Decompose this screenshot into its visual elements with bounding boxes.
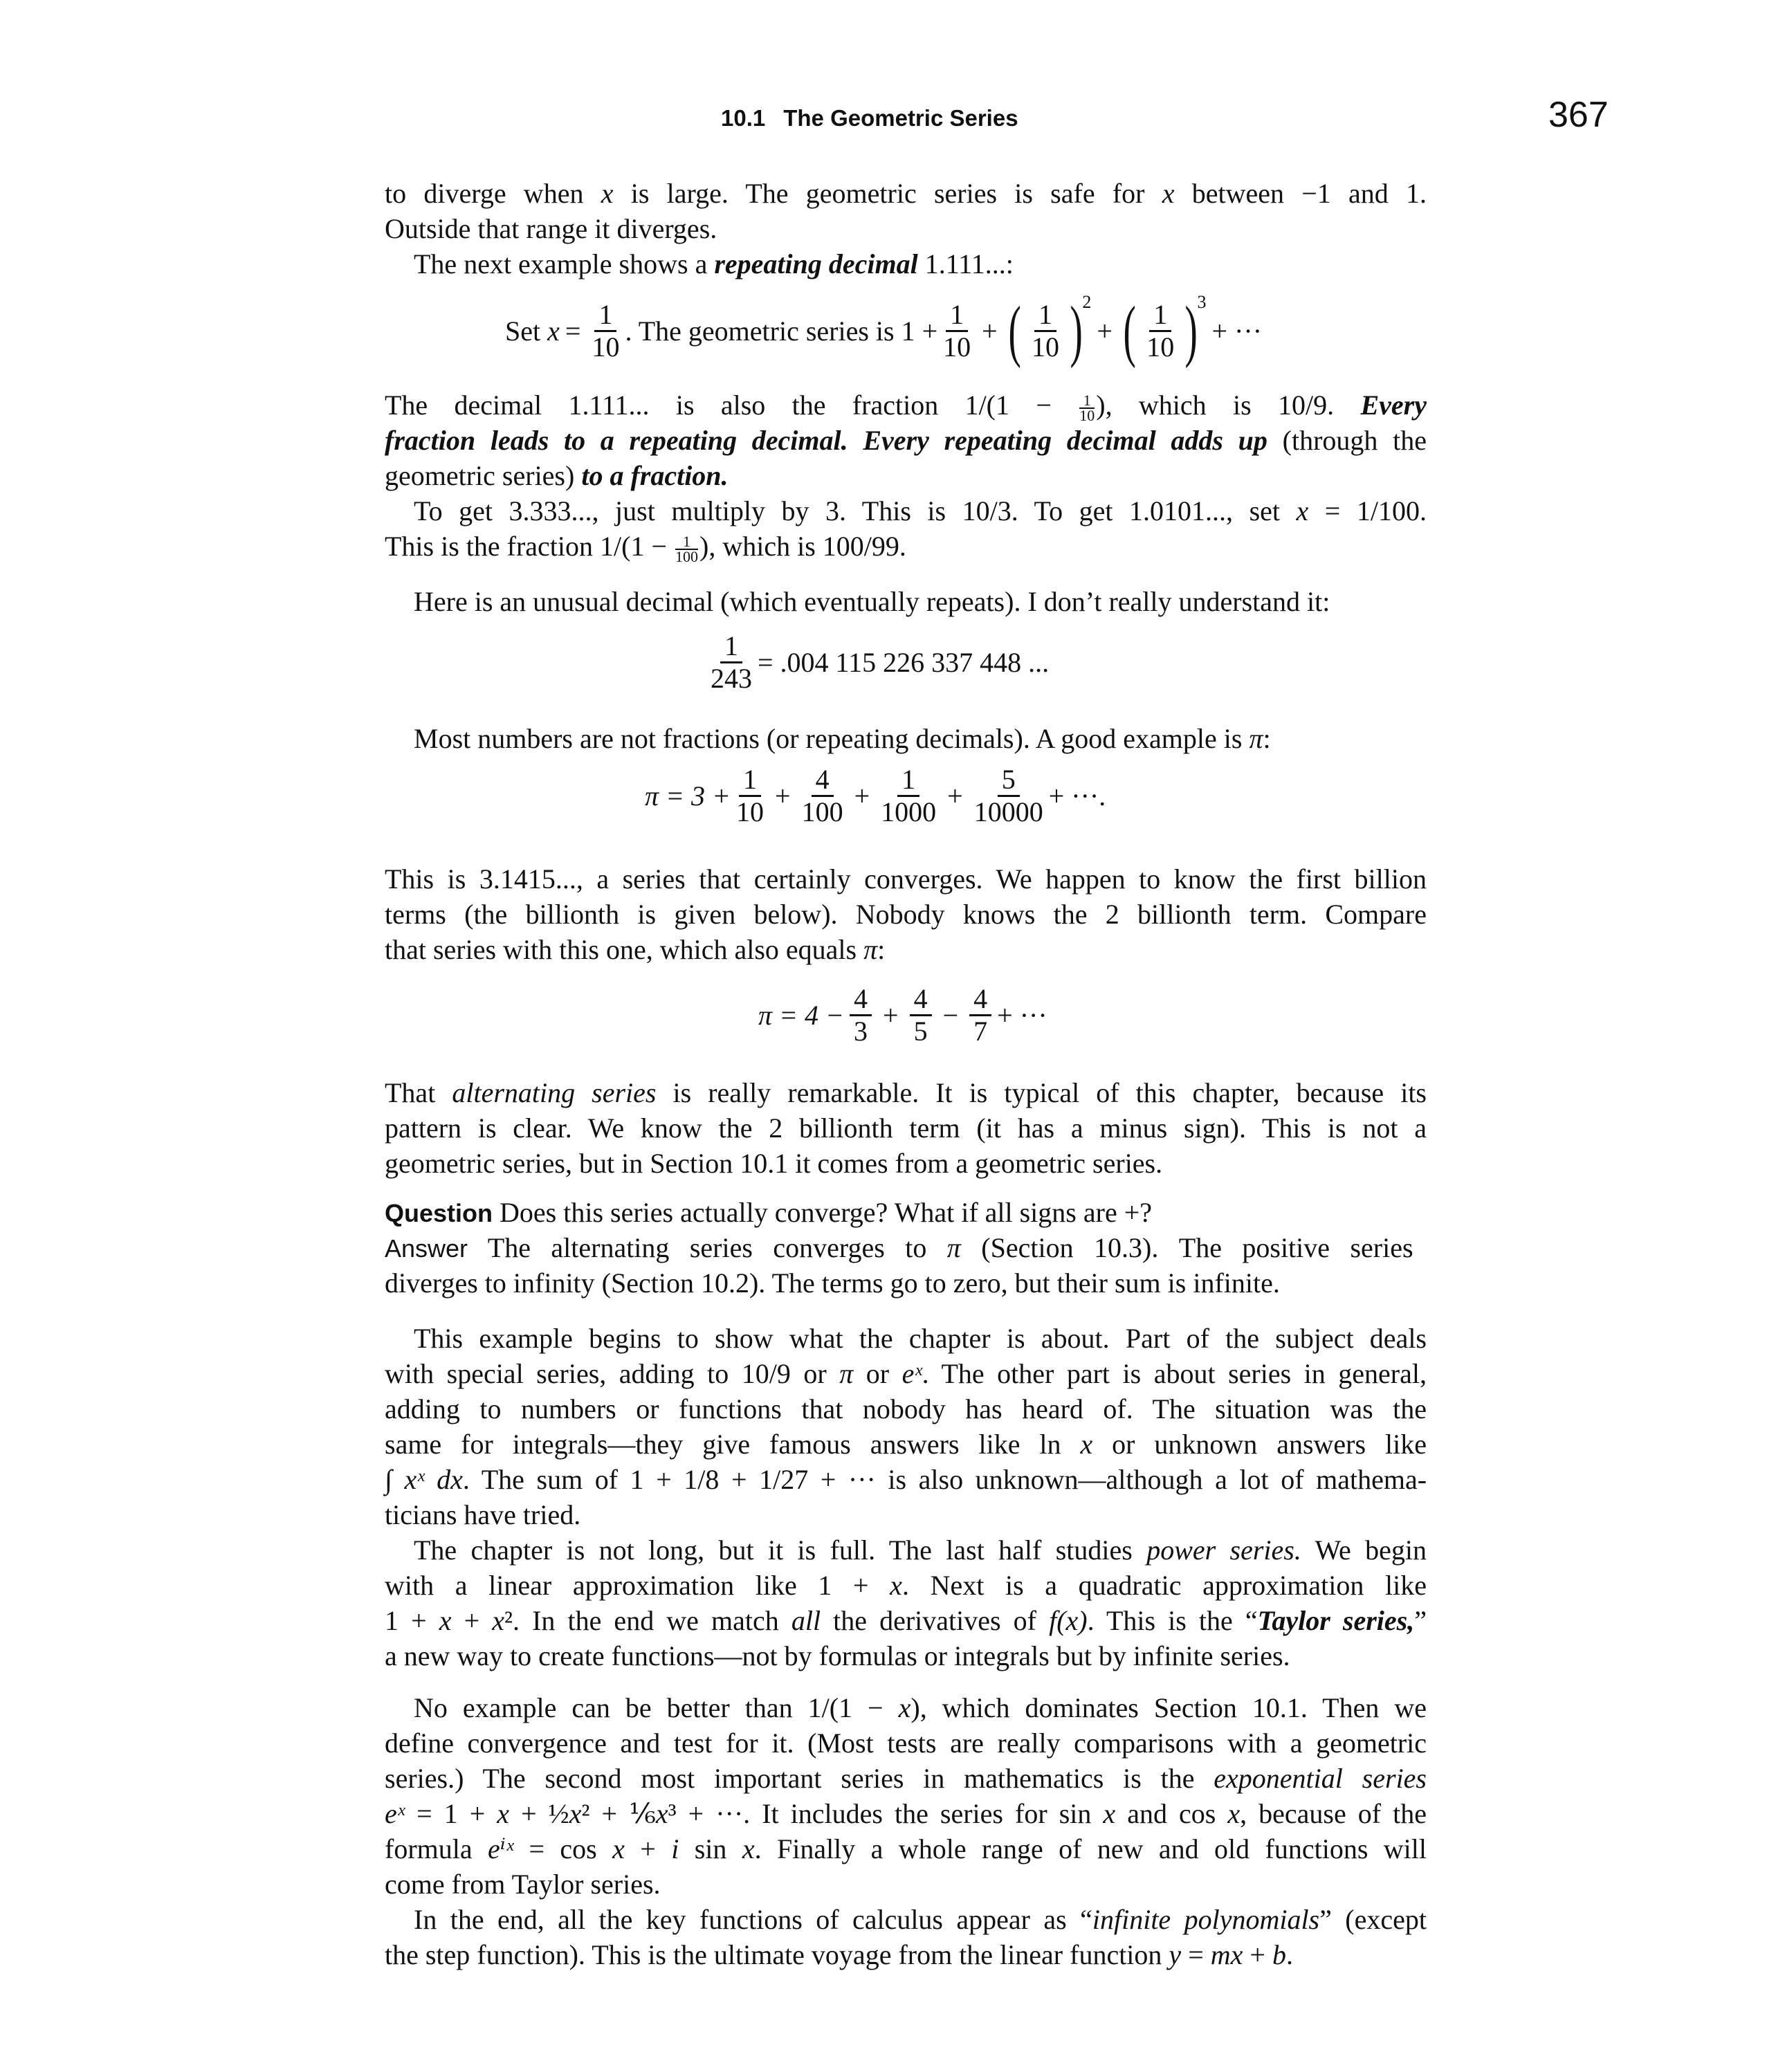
- section-number: 10.1: [721, 105, 766, 131]
- numerator: 1: [720, 631, 742, 663]
- denominator: 1000: [881, 796, 937, 827]
- text-run: ), which is 10/9.: [1096, 389, 1361, 421]
- text-run: = cos: [513, 1833, 613, 1864]
- text-run: = 1 +: [405, 1798, 497, 1829]
- running-header: [721, 105, 1018, 131]
- emphasis-text: mx: [1210, 1939, 1243, 1970]
- numerator: 1: [897, 764, 919, 797]
- text-line: [385, 1761, 1427, 1796]
- left-paren: (: [1008, 292, 1021, 369]
- text-run: with a linear approximation like 1 +: [385, 1570, 890, 1601]
- right-paren: ): [1184, 292, 1198, 369]
- formula-text: + ···: [997, 1000, 1047, 1031]
- text-run: 1 +: [385, 1605, 439, 1636]
- text-run: This example begins to show what the chapter is about. Part of the subject deals: [414, 1323, 1427, 1354]
- text-line: [385, 1146, 1427, 1181]
- text-line: [385, 1497, 1427, 1532]
- formula-pi-decimal: [645, 764, 1106, 827]
- formula-text: . The geometric series is 1 +: [625, 315, 938, 347]
- exponent: 3: [1197, 292, 1207, 312]
- fraction: [802, 764, 843, 827]
- emphasis-text: x: [655, 1798, 668, 1829]
- text-line: [385, 1568, 1427, 1603]
- text-line: [385, 176, 1427, 211]
- text-run: This is 3.1415..., a series that certainly converges. We happen to know the first billion: [385, 863, 1427, 895]
- formula-text: + ···: [1211, 315, 1263, 347]
- emphasis-text: x: [898, 1692, 911, 1723]
- run-in-heading: Question: [385, 1199, 493, 1227]
- numerator: 4: [812, 764, 834, 797]
- text-run: In the end, all the key functions of calculus appear as “: [414, 1904, 1092, 1935]
- text-line: [385, 721, 1427, 756]
- fraction: [974, 764, 1043, 827]
- formula-decimal-243: [705, 631, 1049, 694]
- text-line: [385, 1725, 1427, 1761]
- text-line: [385, 1265, 1427, 1301]
- denominator: 10: [736, 796, 765, 827]
- inline-fraction: $\frac{1}{10}$: [1079, 391, 1095, 424]
- page-number: 367: [1548, 95, 1609, 135]
- denominator: 5: [913, 1016, 928, 1047]
- text-run: We begin: [1301, 1534, 1427, 1566]
- numerator: 1: [594, 300, 616, 332]
- emphasis-text: fraction leads to a repeating decimal. Every repeating decimal adds up: [385, 425, 1267, 456]
- emphasis-text: x: [1103, 1798, 1116, 1829]
- denominator: 7: [973, 1016, 988, 1047]
- text-line: [385, 1902, 1427, 1937]
- text-run: between −1 and 1.: [1174, 178, 1427, 209]
- emphasis-text: eⁱˣ: [488, 1833, 514, 1864]
- text-run: .: [1285, 1939, 1293, 1970]
- text-run: that series with this one, which also equals: [385, 934, 864, 965]
- text-line: [385, 932, 1427, 967]
- text-run: is large. The geometric series is safe for: [613, 178, 1162, 209]
- emphasis-text: xˣ dx: [404, 1464, 463, 1495]
- text-line: [385, 246, 1427, 282]
- text-line: [385, 1603, 1427, 1638]
- emphasis-text: x: [1162, 178, 1175, 209]
- formula-op: =: [565, 315, 581, 347]
- emphasis-text: Taylor series,: [1257, 1605, 1415, 1636]
- emphasis-text: π: [863, 934, 878, 965]
- text-run: Most numbers are not fractions (or repeating decimals). A good example is: [414, 723, 1249, 754]
- text-run: or unknown answers like: [1092, 1429, 1427, 1460]
- text-run: adding to numbers or functions that nobody has heard of. The situation was the: [385, 1393, 1427, 1424]
- text-line: [385, 1356, 1427, 1391]
- emphasis-text: x: [569, 1798, 582, 1829]
- emphasis-text: Every: [1360, 389, 1427, 421]
- formula-text: π = 4 −: [758, 1000, 845, 1031]
- text-run: (Section 10.3). The positive series: [960, 1232, 1413, 1263]
- formula-pi-alternating: [758, 984, 1047, 1047]
- question-answer-block: [385, 1195, 1427, 1301]
- fraction: [592, 300, 619, 363]
- text-run: geometric series): [385, 460, 582, 491]
- text-run: :: [877, 934, 886, 965]
- emphasis-text: x: [497, 1798, 510, 1829]
- emphasis-text: exponential series: [1214, 1763, 1427, 1794]
- denominator: 10: [1146, 331, 1175, 363]
- text-run: the step function). This is the ultimate voyage from the linear function: [385, 1939, 1169, 1970]
- emphasis-text: eˣ: [385, 1798, 405, 1829]
- text-run: + ½: [509, 1798, 569, 1829]
- text-run: The chapter is not long, but it is full. The last half studies: [414, 1534, 1147, 1566]
- text-line: [385, 458, 1427, 493]
- text-line: [385, 1532, 1427, 1568]
- fraction: [736, 764, 764, 827]
- exponent: 2: [1082, 292, 1092, 312]
- numerator: 5: [998, 764, 1020, 797]
- emphasis-text: to a fraction.: [581, 460, 729, 491]
- text-block: [385, 584, 1427, 619]
- text-run: and cos: [1115, 1798, 1228, 1829]
- text-run: The decimal 1.111... is also the fraction 1/(1 −: [385, 389, 1079, 421]
- text-run: is really remarkable. It is typical of this chapter, because its: [656, 1077, 1427, 1108]
- text-run: This is the fraction 1/(1 −: [385, 531, 675, 562]
- text-run: ” (except: [1319, 1904, 1427, 1935]
- text-run: 1.111...:: [917, 248, 1014, 279]
- formula-text: Set: [505, 315, 541, 347]
- text-block: [385, 176, 1427, 282]
- text-block: [385, 1321, 1427, 1674]
- fraction: [969, 984, 991, 1047]
- text-line: [385, 529, 1427, 564]
- text-block: [385, 1690, 1427, 1972]
- text-run: pattern is clear. We know the 2 billionth term (it has a minus sign). This is not a: [385, 1112, 1427, 1144]
- emphasis-text: y: [1169, 1939, 1182, 1970]
- emphasis-text: x: [890, 1570, 902, 1601]
- emphasis-text: eˣ: [901, 1358, 922, 1389]
- formula-op: +: [883, 1000, 899, 1031]
- text-run: :: [1263, 723, 1271, 754]
- emphasis-text: x: [1227, 1798, 1241, 1829]
- formula-var: x: [547, 315, 560, 347]
- formula-op: +: [1097, 315, 1113, 347]
- text-line: [385, 861, 1427, 897]
- text-run: Does this series actually converge? What if all signs are +?: [493, 1197, 1153, 1228]
- text-line: [385, 1937, 1427, 1972]
- text-run: a new way to create functions—not by formulas or integrals but by infinite series.: [385, 1640, 1290, 1671]
- formula-geometric-series: [505, 292, 1267, 369]
- text-run: = 1/100.: [1308, 495, 1427, 526]
- fraction: [1146, 300, 1174, 363]
- text-line: [385, 1796, 1427, 1831]
- text-line: [385, 1690, 1427, 1725]
- formula-op: +: [854, 780, 870, 812]
- fraction: [910, 984, 932, 1047]
- emphasis-text: π: [1249, 723, 1263, 754]
- text-line: [385, 493, 1427, 529]
- text-run: Here is an unusual decimal (which eventually repeats). I don’t really understand it:: [414, 586, 1330, 617]
- text-run: (through the: [1267, 425, 1427, 456]
- text-block: [385, 1075, 1427, 1181]
- denominator: 10: [592, 331, 620, 363]
- text-block: [385, 861, 1427, 967]
- text-run: The next example shows a: [414, 248, 715, 279]
- text-line: [385, 1075, 1427, 1110]
- text-block: [385, 387, 1427, 564]
- text-line: [385, 1462, 1427, 1497]
- numerator: 1: [1034, 300, 1056, 332]
- emphasis-text: x: [1296, 495, 1309, 526]
- emphasis-text: π: [839, 1358, 854, 1389]
- fraction: [1032, 300, 1059, 363]
- emphasis-text: x: [601, 178, 614, 209]
- emphasis-text: x: [742, 1833, 755, 1864]
- text-run: To get 3.333..., just multiply by 3. This is 10/3. To get 1.0101..., set: [414, 495, 1297, 526]
- text-run: come from Taylor series.: [385, 1869, 661, 1900]
- emphasis-text: x: [612, 1833, 625, 1864]
- denominator: 10000: [973, 796, 1043, 827]
- formula-op: −: [942, 1000, 959, 1031]
- emphasis-text: x: [1080, 1429, 1093, 1460]
- text-run: . This is the “: [1087, 1605, 1258, 1636]
- text-run: ² + ⅙: [581, 1798, 656, 1829]
- text-line: [385, 1427, 1427, 1462]
- text-run: +: [451, 1605, 493, 1636]
- text-run: series.) The second most important series in mathematics is the: [385, 1763, 1214, 1794]
- text-run: same for integrals—they give famous answers like ln: [385, 1429, 1081, 1460]
- formula-op: +: [775, 780, 791, 812]
- numerator: 1: [946, 300, 968, 332]
- text-run: +: [624, 1833, 672, 1864]
- text-run: the derivatives of: [821, 1605, 1050, 1636]
- text-run: +: [1243, 1939, 1272, 1970]
- text-run: ³ + ···. It includes the series for sin: [668, 1798, 1104, 1829]
- fraction: [881, 764, 936, 827]
- formula-op: +: [982, 315, 998, 347]
- emphasis-text: f(x): [1049, 1605, 1088, 1636]
- text-run: sin: [679, 1833, 742, 1864]
- emphasis-text: infinite polynomials: [1092, 1904, 1320, 1935]
- text-line: [385, 387, 1427, 423]
- text-line: [385, 1391, 1427, 1427]
- text-run: to diverge when: [385, 178, 601, 209]
- text-line: [385, 1867, 1427, 1902]
- text-run: . Finally a whole range of new and old functions will: [754, 1833, 1427, 1864]
- emphasis-text: all: [791, 1605, 821, 1636]
- text-line: [385, 423, 1427, 458]
- text-run: terms (the billionth is given below). Nobody knows the 2 billionth term. Compare: [385, 899, 1427, 930]
- text-run: That: [385, 1077, 452, 1108]
- numerator: 1: [1149, 300, 1171, 332]
- emphasis-text: power series.: [1146, 1534, 1301, 1566]
- inline-fraction: $\frac{1}{100}$: [675, 532, 699, 565]
- numerator: 1: [739, 764, 761, 797]
- text-block: [385, 721, 1427, 756]
- text-run: Outside that range it diverges.: [385, 213, 717, 244]
- emphasis-text: x: [439, 1605, 452, 1636]
- text-run: . Next is a quadratic approximation like: [901, 1570, 1427, 1601]
- denominator: 100: [801, 796, 843, 827]
- text-run: define convergence and test for it. (Most tests are really comparisons with a geometric: [385, 1727, 1427, 1759]
- text-run: with special series, adding to 10/9 or: [385, 1358, 840, 1389]
- text-run: ². In the end we match: [504, 1605, 791, 1636]
- denominator: 10: [943, 331, 971, 363]
- emphasis-text: b: [1272, 1939, 1286, 1970]
- text-run: ), which dominates Section 10.1. Then we: [910, 1692, 1427, 1723]
- text-run: geometric series, but in Section 10.1 it comes from a geometric series.: [385, 1148, 1163, 1179]
- formula-op: +: [947, 780, 963, 812]
- run-in-heading: Answer: [385, 1234, 468, 1263]
- emphasis-text: alternating series: [452, 1077, 657, 1108]
- text-run: The alternating series converges to: [468, 1232, 947, 1263]
- fraction: [711, 631, 752, 694]
- text-run: ticians have tried.: [385, 1499, 581, 1530]
- denominator: 10: [1032, 331, 1060, 363]
- text-run: , because of the: [1240, 1798, 1427, 1829]
- text-run: . The other part is about series in general,: [922, 1358, 1427, 1389]
- emphasis-text: x: [492, 1605, 504, 1636]
- text-run: No example can be better than 1/(1 −: [414, 1692, 899, 1723]
- text-run: diverges to infinity (Section 10.2). The terms go to zero, but their sum is infinite.: [385, 1267, 1280, 1299]
- formula-text: + ···.: [1048, 780, 1106, 812]
- text-line: [385, 1831, 1427, 1867]
- text-run: or: [853, 1358, 902, 1389]
- text-run: ), which is 100/99.: [699, 531, 906, 562]
- text-run: formula: [385, 1833, 488, 1864]
- numerator: 4: [850, 984, 872, 1016]
- text-line: [385, 211, 1427, 246]
- emphasis-text: π: [946, 1232, 961, 1263]
- text-run: =: [1181, 1939, 1211, 1970]
- left-paren: (: [1123, 292, 1136, 369]
- numerator: 4: [910, 984, 932, 1016]
- formula-text: = .004 115 226 337 448 ...: [758, 647, 1050, 678]
- emphasis-text: repeating decimal: [714, 248, 918, 279]
- text-line: [385, 1638, 1427, 1674]
- emphasis-text: i: [671, 1833, 679, 1864]
- denominator: 243: [711, 663, 752, 694]
- fraction: [943, 300, 971, 363]
- text-line: [385, 1195, 1427, 1230]
- text-run: . The sum of 1 + 1/8 + 1/27 + ··· is also unknown—although a lot of mathema-: [462, 1464, 1427, 1495]
- text-run: ∫: [385, 1464, 405, 1495]
- text-run: ”: [1414, 1605, 1427, 1636]
- denominator: 3: [854, 1016, 868, 1047]
- right-paren: ): [1070, 292, 1083, 369]
- text-line: [385, 1230, 1427, 1265]
- text-line: [385, 1321, 1427, 1356]
- formula-text: π = 3 +: [645, 780, 731, 812]
- text-line: [385, 897, 1427, 932]
- section-title: The Geometric Series: [783, 105, 1018, 131]
- numerator: 4: [969, 984, 991, 1016]
- fraction: [850, 984, 872, 1047]
- text-line: [385, 1110, 1427, 1146]
- text-line: [385, 584, 1427, 619]
